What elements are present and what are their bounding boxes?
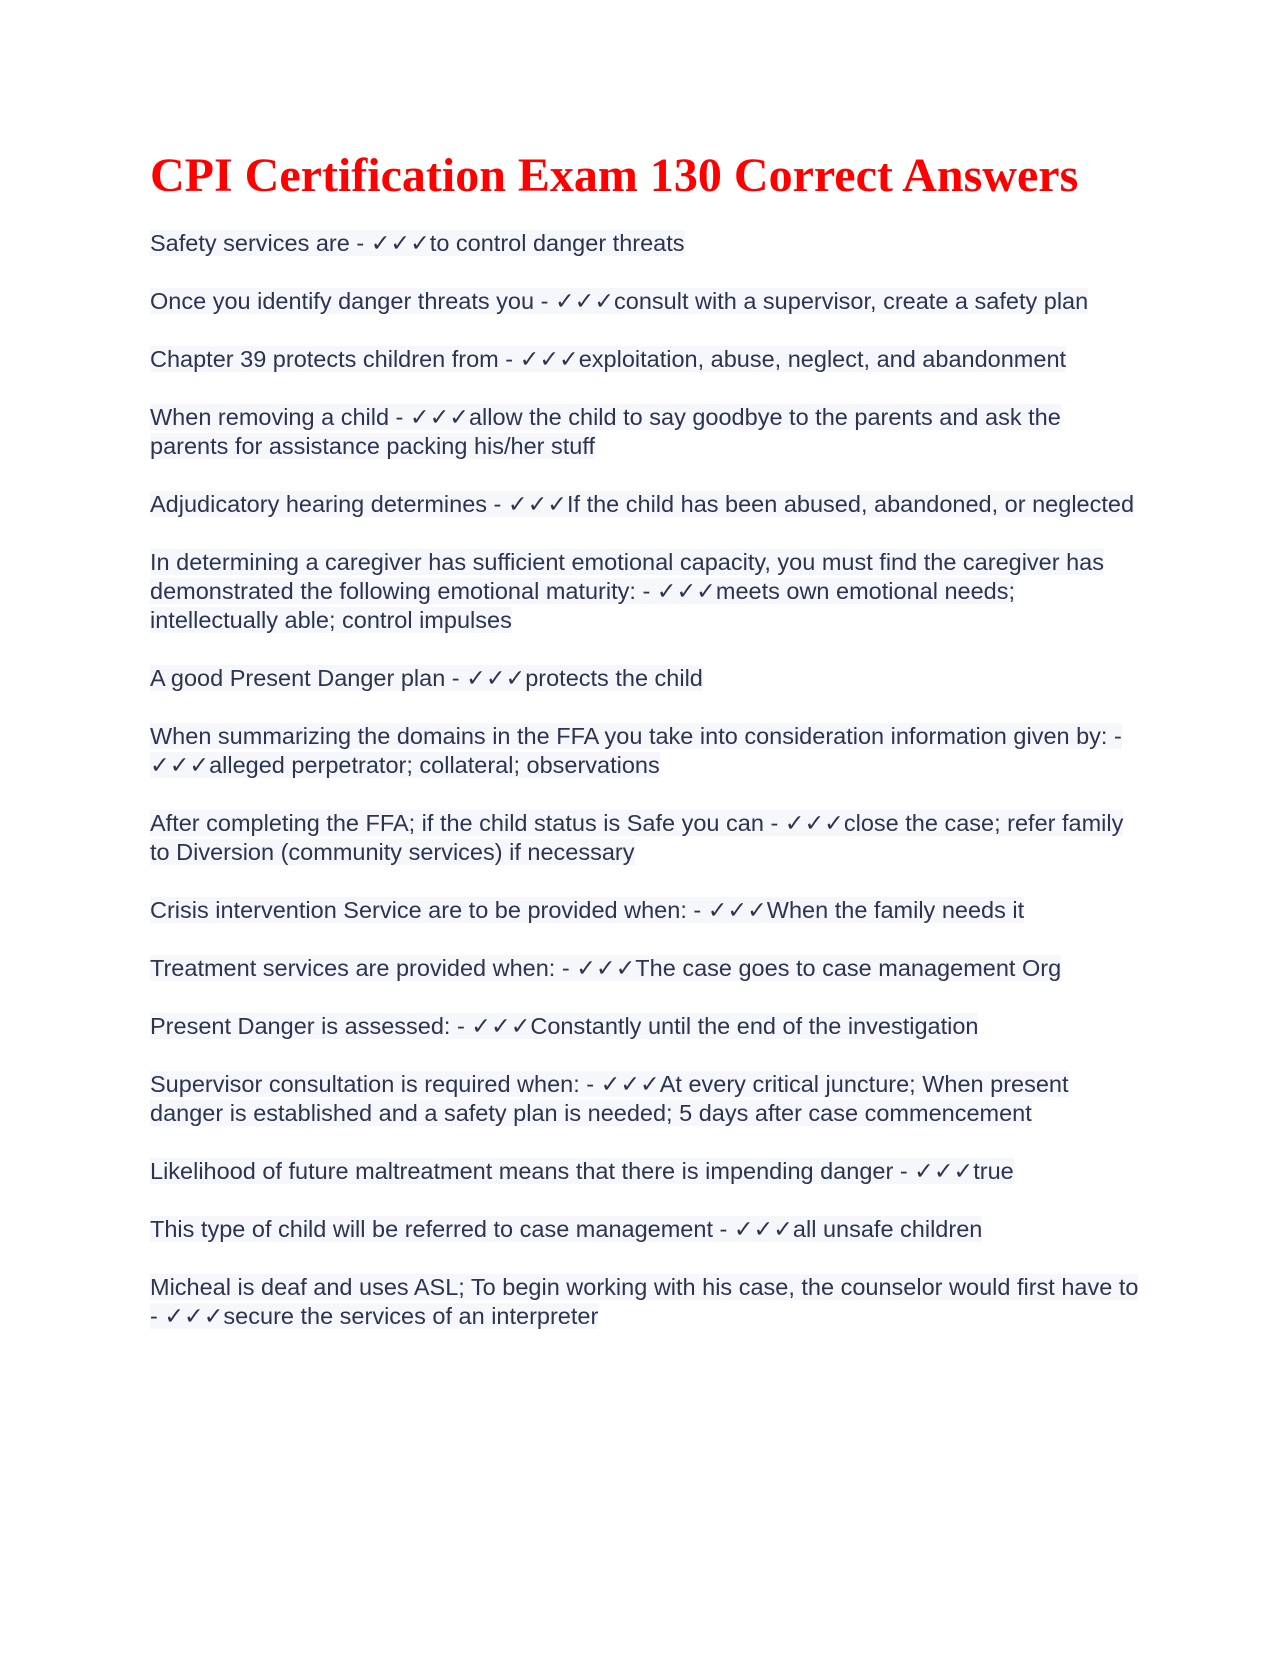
document-title: CPI Certification Exam 130 Correct Answers	[150, 149, 1079, 202]
qa-item	[150, 664, 1140, 693]
qa-text: Adjudicatory hearing determines - ✓✓✓If the child has been abused, abandoned, or neglected	[150, 491, 1135, 518]
qa-item	[150, 809, 1140, 867]
qa-text: Safety services are - ✓✓✓to control danger threats	[150, 230, 685, 257]
qa-text: When removing a child - ✓✓✓allow the child to say goodbye to the parents and ask the parents for assistance packing his/her stuff	[150, 404, 1061, 460]
qa-text: Chapter 39 protects children from - ✓✓✓exploitation, abuse, neglect, and abandonment	[150, 346, 1067, 373]
qa-list	[150, 229, 1140, 1331]
qa-text: Crisis intervention Service are to be provided when: - ✓✓✓When the family needs it	[150, 897, 1025, 924]
qa-item	[150, 1157, 1140, 1186]
qa-text: Treatment services are provided when: - ✓✓✓The case goes to case management Org	[150, 955, 1062, 982]
qa-text: This type of child will be referred to case management - ✓✓✓all unsafe children	[150, 1216, 983, 1243]
qa-text: Supervisor consultation is required when: - ✓✓✓At every critical juncture; When present danger is established and a safety plan is needed; 5 days after case commencement	[150, 1071, 1069, 1127]
qa-text: When summarizing the domains in the FFA you take into consideration information given by: - ✓✓✓alleged perpetrator; collateral; observations	[150, 723, 1122, 779]
qa-item	[150, 896, 1140, 925]
qa-item	[150, 287, 1140, 316]
qa-item	[150, 1070, 1140, 1128]
qa-text: In determining a caregiver has sufficient emotional capacity, you must find the caregiver has demonstrated the following emotional maturity: - ✓✓✓meets own emotional needs; intellectually able; control impulses	[150, 549, 1104, 634]
qa-text: Micheal is deaf and uses ASL; To begin working with his case, the counselor would first have to - ✓✓✓secure the services of an interpreter	[150, 1274, 1139, 1330]
qa-item	[150, 954, 1140, 983]
qa-item	[150, 1012, 1140, 1041]
qa-item	[150, 1273, 1140, 1331]
qa-item	[150, 490, 1140, 519]
qa-text: A good Present Danger plan - ✓✓✓protects the child	[150, 665, 703, 692]
qa-item	[150, 403, 1140, 461]
qa-text: After completing the FFA; if the child status is Safe you can - ✓✓✓close the case; refer family to Diversion (community services) if necessary	[150, 810, 1124, 866]
qa-text: Present Danger is assessed: - ✓✓✓Constantly until the end of the investigation	[150, 1013, 979, 1040]
qa-item	[150, 722, 1140, 780]
qa-item	[150, 345, 1140, 374]
qa-item	[150, 548, 1140, 635]
qa-item	[150, 229, 1140, 258]
qa-text: Once you identify danger threats you - ✓✓✓consult with a supervisor, create a safety plan	[150, 288, 1089, 315]
qa-item	[150, 1215, 1140, 1244]
document-page	[150, 148, 1140, 1360]
qa-text: Likelihood of future maltreatment means that there is impending danger - ✓✓✓true	[150, 1158, 1014, 1185]
